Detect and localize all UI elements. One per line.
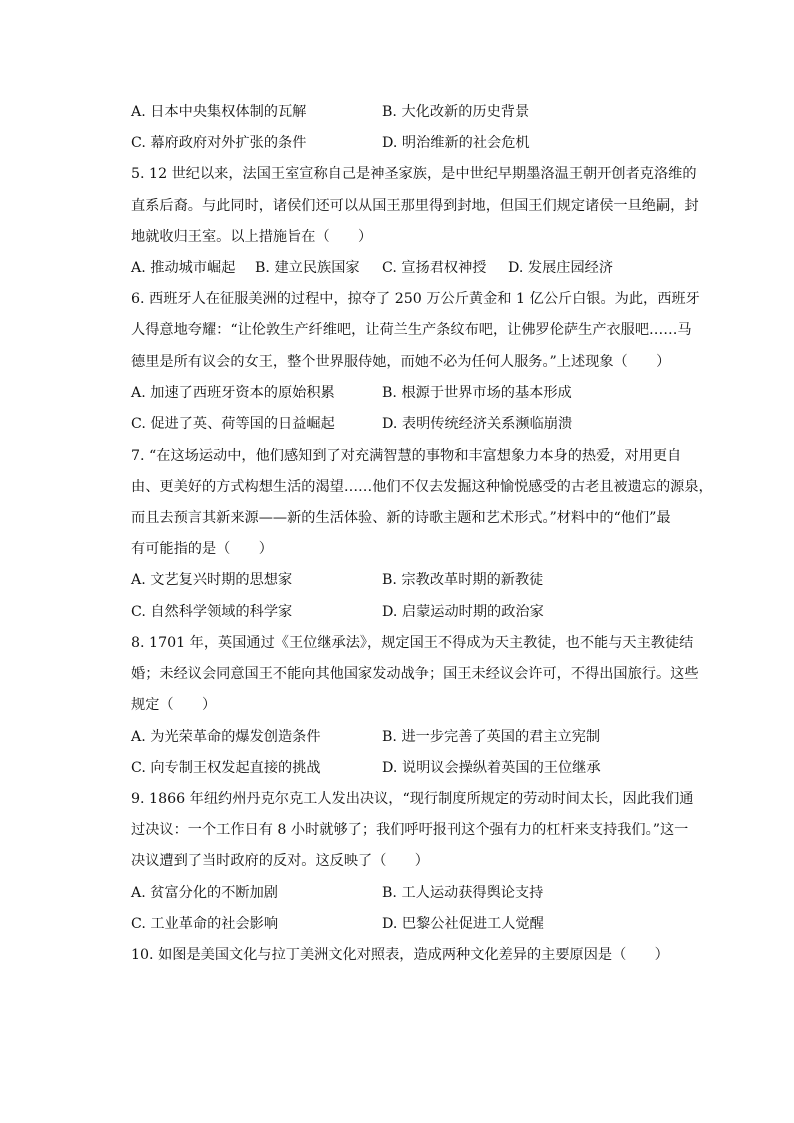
q5-option-c: C. 宣扬君权神授 <box>382 260 487 276</box>
q8-option-b: B. 进一步完善了英国的君主立宪制 <box>382 729 601 745</box>
q4-option-c: C. 幕府政府对外扩张的条件 <box>131 135 307 151</box>
q8-option-c: C. 向专制王权发起直接的挑战 <box>131 760 321 776</box>
q9-option-b: B. 工人运动获得舆论支持 <box>382 885 544 901</box>
q9-stem-line-2: 过决议：一个工作日有 8 小时就够了；我们呼吁报刊这个强有力的杠杆来支持我们。”这一 <box>131 822 689 838</box>
q7-stem-line-3: 而且去预言其新来源——新的生活体验、新的诗歌主题和艺术形式。”材料中的“他们”最 <box>131 510 671 526</box>
q5-option-a: A. 推动城市崛起 <box>131 260 236 276</box>
q9-option-d: D. 巴黎公社促进工人觉醒 <box>382 916 544 932</box>
q4-option-a: A. 日本中央集权体制的瓦解 <box>131 104 307 120</box>
q6-option-d: D. 表明传统经济关系濒临崩溃 <box>382 416 573 432</box>
q6-option-c: C. 促进了英、荷等国的日益崛起 <box>131 416 335 432</box>
q5-option-d: D. 发展庄园经济 <box>508 260 614 276</box>
q9-stem-line-3: 决议遭到了当时政府的反对。这反映了（ ） <box>131 853 429 869</box>
q6-stem-line-1: 6. 西班牙人在征服美洲的过程中，掠夺了 250 万公斤黄金和 1 亿公斤白银。为此，西班牙 <box>131 291 700 307</box>
q7-option-c: C. 自然科学领域的科学家 <box>131 604 293 620</box>
q5-stem-line-3: 地就收归王室。以上措施旨在（ ） <box>131 229 373 245</box>
q10-stem-line-1: 10. 如图是美国文化与拉丁美洲文化对照表，造成两种文化差异的主要原因是（ ） <box>131 947 669 963</box>
q5-stem-line-1: 5. 12 世纪以来，法国王室宣称自己是神圣家族，是中世纪早期墨洛温王朝开创者克洛维的 <box>131 166 697 182</box>
q7-stem-line-4: 有可能指的是（ ） <box>131 541 273 557</box>
q8-stem-line-2: 婚；未经议会同意国王不能向其他国家发动战争；国王未经议会许可，不得出国旅行。这些 <box>131 666 699 682</box>
q9-option-c: C. 工业革命的社会影响 <box>131 916 279 932</box>
q8-stem-line-1: 8. 1701 年，英国通过《王位继承法》，规定国王不得成为天主教徒，也不能与天主教徒结 <box>131 635 694 651</box>
q6-option-b: B. 根源于世界市场的基本形成 <box>382 385 572 401</box>
q5-option-b: B. 建立民族国家 <box>255 260 360 276</box>
q6-stem-line-2: 人得意地夸耀：“让伦敦生产纤维吧，让荷兰生产条纹布吧，让佛罗伦萨生产衣服吧……马 <box>131 322 692 338</box>
q9-option-a: A. 贫富分化的不断加剧 <box>131 885 278 901</box>
q7-option-d: D. 启蒙运动时期的政治家 <box>382 604 544 620</box>
q4-option-d: D. 明治维新的社会危机 <box>382 135 530 151</box>
q8-stem-line-3: 规定（ ） <box>131 697 217 713</box>
q7-option-a: A. 文艺复兴时期的思想家 <box>131 572 293 588</box>
q7-stem-line-2: 由、更美好的方式构想生活的渴望……他们不仅去发掘这种愉悦感受的古老且被遗忘的源泉， <box>131 479 713 495</box>
q7-option-b: B. 宗教改革时期的新教徒 <box>382 572 544 588</box>
q6-stem-line-3: 德里是所有议会的女王，整个世界服侍她，而她不必为任何人服务。”上述现象（ ） <box>131 354 671 370</box>
q6-option-a: A. 加速了西班牙资本的原始积累 <box>131 385 335 401</box>
q5-stem-line-2: 直系后裔。与此同时，诸侯们还可以从国王那里得到封地，但国王们规定诸侯一旦绝嗣，封 <box>131 198 699 214</box>
q8-option-a: A. 为光荣革命的爆发创造条件 <box>131 729 321 745</box>
q9-stem-line-1: 9. 1866 年纽约州丹克尔克工人发出决议，“现行制度所规定的劳动时间太长，因此我们通 <box>131 791 694 807</box>
q8-option-d: D. 说明议会操纵着英国的王位继承 <box>382 760 601 776</box>
q7-stem-line-1: 7. “在这场运动中，他们感知到了对充满智慧的事物和丰富想象力本身的热爱，对用更自 <box>131 448 682 464</box>
q4-option-b: B. 大化改新的历史背景 <box>382 104 530 120</box>
